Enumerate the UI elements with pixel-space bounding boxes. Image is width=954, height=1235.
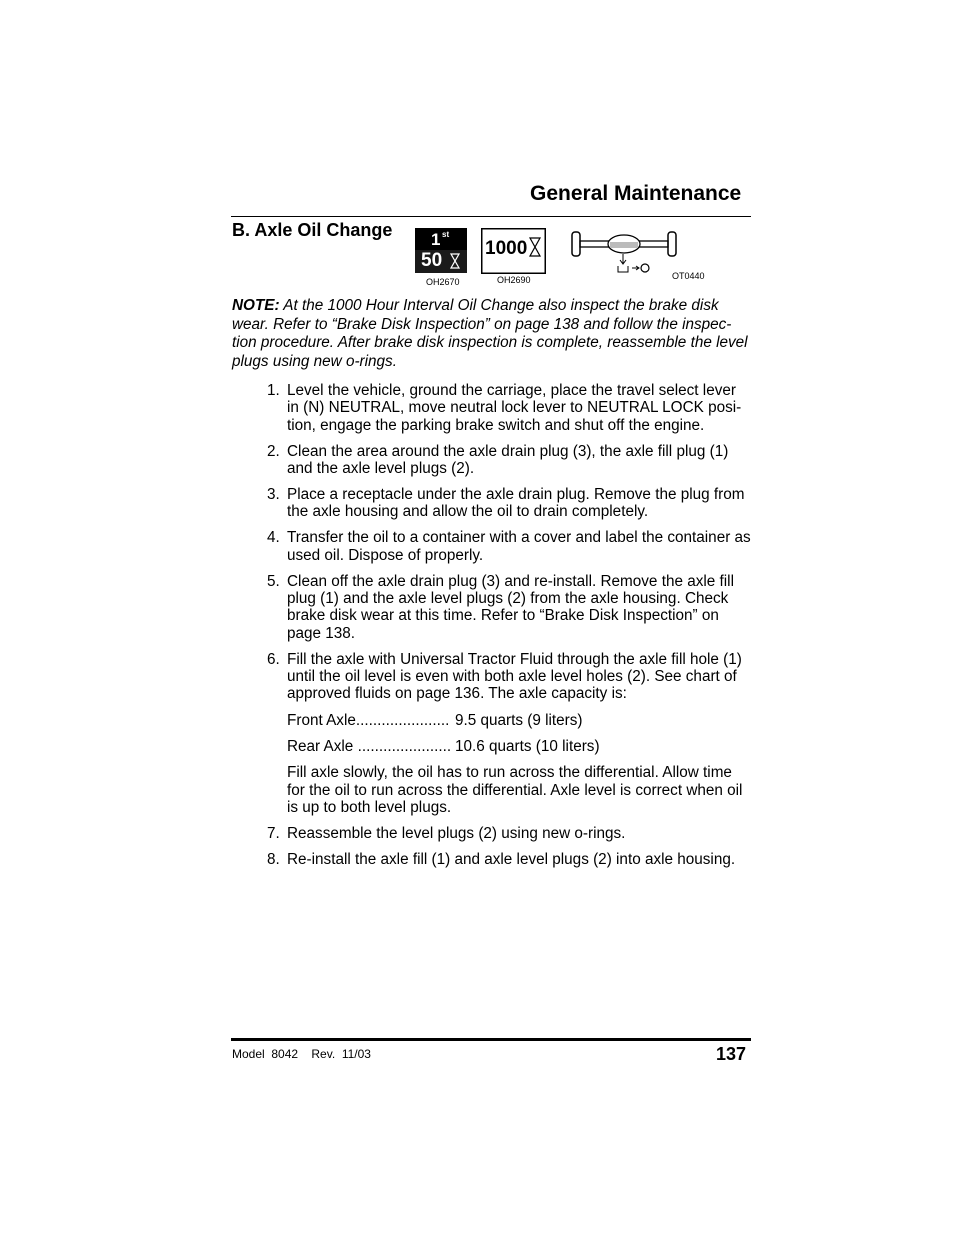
step-item (267, 650, 752, 816)
note-paragraph (232, 297, 752, 371)
step-text: Clean the area around the axle drain plug (3), the axle fill plug (1) and the axle level plugs (2). (287, 442, 729, 477)
step-text: Level the vehicle, ground the carriage, place the travel select lever in (N) NEUTRAL, move neutral lock lever to NEUTRAL LOCK posi-tion, engage the parking brake switch and shut off the engine. (287, 382, 742, 434)
step-text: Clean off the axle drain plug (3) and re-install. Remove the axle fill plug (1) and the axle level plugs (2) from the axle housing. Check brake disk wear at this time. Refer to “Brake Disk Inspection” on page 138. (287, 572, 734, 642)
step-text: Re-install the axle fill (1) and axle level plugs (2) into axle housing. (287, 851, 736, 869)
footer-model-rev: Model 8042 Rev. 11/03 (232, 1047, 371, 1061)
step-item (267, 851, 752, 869)
step-text: Transfer the oil to a container with a cover and label the container as used oil. Dispose of properly. (287, 529, 751, 564)
capacity-label: Front Axle...................... (287, 711, 450, 729)
step-number: 5. (267, 572, 280, 590)
axle-graphic (570, 230, 680, 278)
1000-label: 1000 (485, 238, 528, 259)
step-number: 2. (267, 442, 280, 460)
procedure-steps (267, 382, 752, 877)
step-number: 1. (267, 382, 280, 399)
step-text: Reassemble the level plugs (2) using new o-rings. (287, 825, 626, 843)
step-number: 3. (267, 486, 280, 504)
1000-hours-icon (481, 228, 546, 274)
page-number: 137 (716, 1044, 747, 1064)
step-number: 4. (267, 529, 280, 547)
step-item (267, 529, 752, 564)
icon-caption-oh2670: OH2670 (426, 277, 460, 287)
step-item (267, 825, 752, 843)
capacity-label: Rear Axle ...................... (287, 738, 452, 756)
capacity-row-front (287, 712, 752, 729)
icon-caption-ot0440: OT0440 (672, 271, 705, 281)
footer-rule (231, 1038, 751, 1041)
capacity-value: 10.6 quarts (10 liters) (455, 738, 600, 756)
note-label: NOTE: (232, 297, 280, 314)
first-sup: st (442, 230, 450, 239)
step-item (267, 486, 752, 521)
icon-caption-oh2690: OH2690 (497, 275, 531, 285)
first-50-hours-icon (415, 228, 467, 273)
header-rule (231, 216, 751, 217)
step-text: Fill the axle with Universal Tractor Fluid through the axle fill hole (1) until the oil level is even with both axle level holes (2). See chart of approved fluids on page 136. The axle capacity is: (287, 650, 742, 703)
step-number: 7. (267, 825, 280, 843)
capacity-value: 9.5 quarts (9 liters) (455, 711, 583, 729)
step-item (267, 442, 752, 478)
step-item (267, 572, 752, 642)
fill-note: Fill axle slowly, the oil has to run across the differential. Allow time for the oil to run across the differential. Axle level is correct when oil is up to both level plugs. (287, 764, 743, 816)
step-number: 8. (267, 851, 280, 869)
step-number: 6. (267, 650, 280, 668)
first-label: 1 (431, 230, 441, 249)
note-text: At the 1000 Hour Interval Oil Change also inspect the brake disk wear. Refer to “Brake Disk Inspection” on page 138 and follow the inspec-tion procedure. After brake disk inspection is complete, reassemble the level plugs using new o-rings. (232, 297, 748, 370)
step-item (267, 382, 752, 434)
fifty-label: 50 (421, 250, 443, 271)
capacity-row-rear (287, 738, 752, 755)
page-header-title: General Maintenance (530, 182, 742, 205)
step-text: Place a receptacle under the axle drain plug. Remove the plug from the axle housing and allow the oil to drain completely. (287, 486, 745, 521)
section-title: B. Axle Oil Change (232, 220, 393, 240)
axle-oil-drain-icon (570, 230, 680, 278)
